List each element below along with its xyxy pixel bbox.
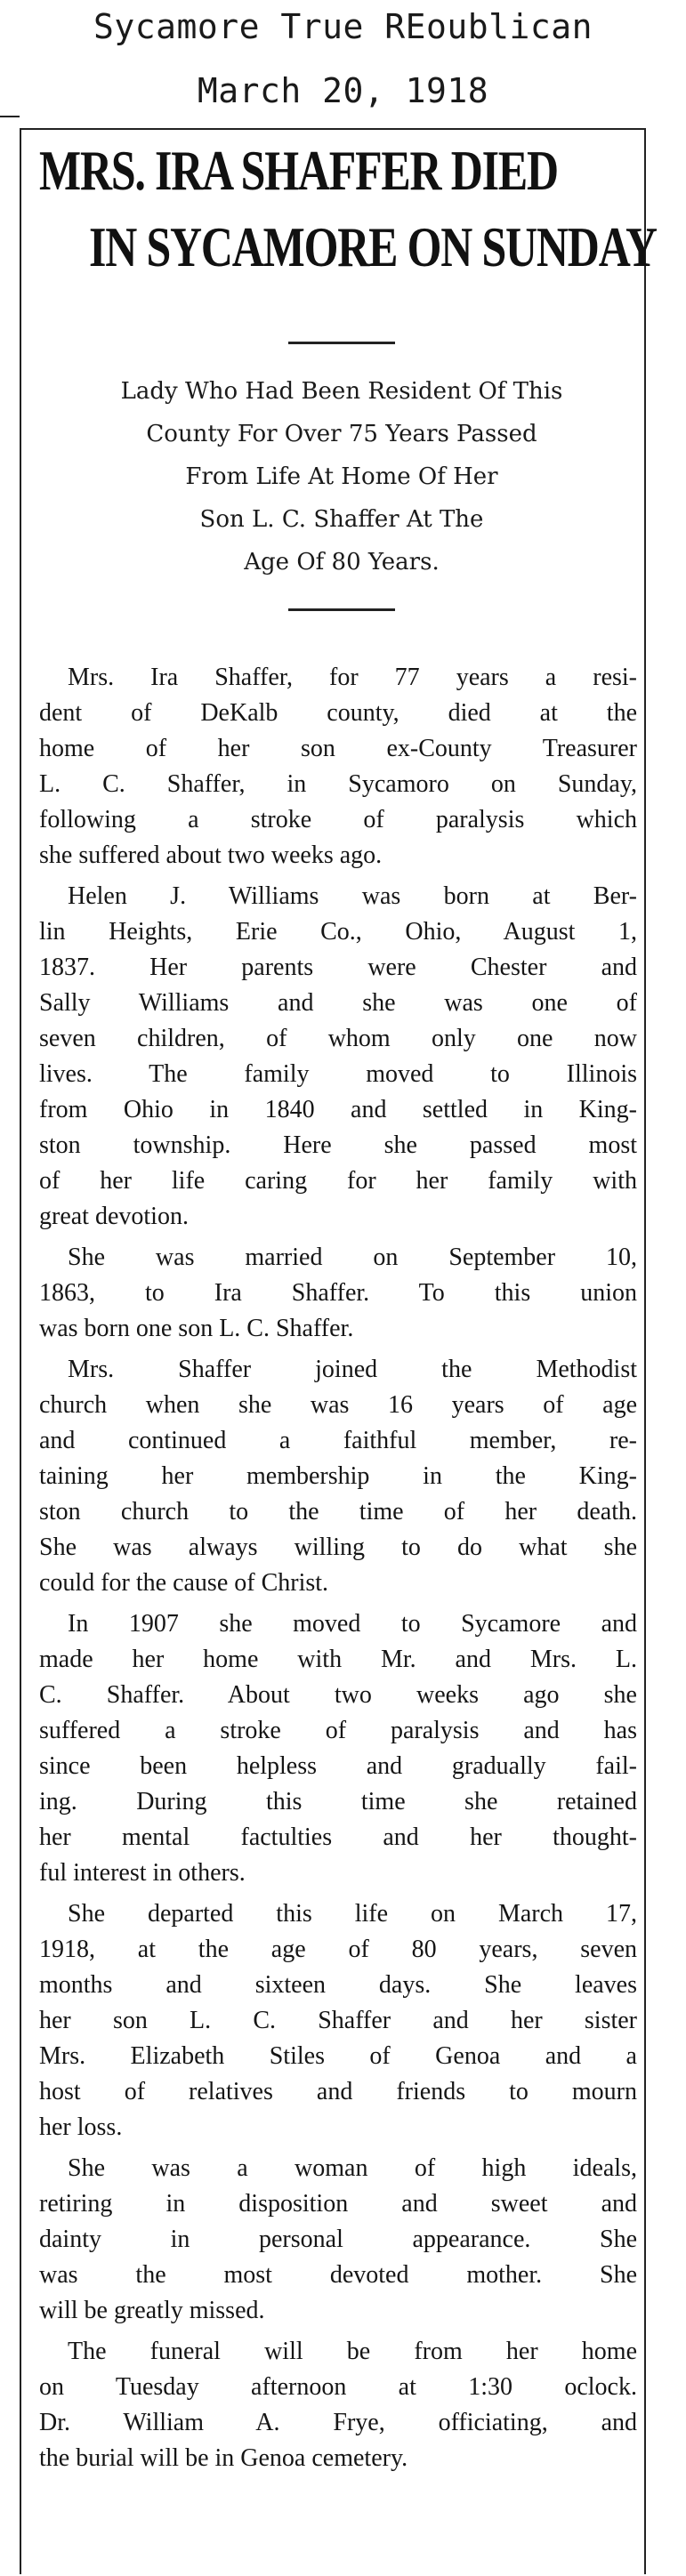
paragraph-line: ful interest in others.	[39, 1859, 246, 1887]
deck-line: Son L. C. Shaffer At The	[199, 506, 484, 533]
paragraph-line: Dr. William A. Frye, officiating, and	[39, 2409, 637, 2436]
paragraph-line: taining her membership in the King-	[39, 1462, 637, 1490]
paragraph-line: suffered a stroke of paralysis and has	[39, 1717, 637, 1744]
article-body	[39, 660, 637, 2482]
headline-line-1: MRS. IRA SHAFFER DIED	[39, 139, 558, 202]
paragraph-line: 1837. Her parents were Chester and	[39, 954, 637, 981]
paragraph-line: retiring in disposition and sweet and	[39, 2190, 637, 2218]
deck-line: From Life At Home Of Her	[185, 463, 498, 490]
paragraph-line: lives. The family moved to Illinois	[39, 1060, 637, 1088]
article-paragraph	[39, 2151, 637, 2329]
deck-line: Lady Who Had Been Resident Of This	[120, 378, 563, 405]
paragraph-line: ston church to the time of her death.	[39, 1498, 637, 1525]
deck-line: Age Of 80 Years.	[244, 549, 440, 576]
paragraph-line: ston township. Here she passed most	[39, 1131, 637, 1159]
paragraph-line: She was always willing to do what she	[39, 1534, 637, 1561]
paragraph-line: seven children, of whom only one now	[39, 1025, 637, 1052]
publication-date: March 20, 1918	[197, 71, 489, 110]
paragraph-line: made her home with Mr. and Mrs. L.	[39, 1646, 637, 1673]
paragraph-line: could for the cause of Christ.	[39, 1569, 329, 1597]
deck-line: County For Over 75 Years Passed	[146, 421, 537, 447]
masthead-rule	[0, 116, 20, 117]
paragraph-line: In 1907 she moved to Sycamore and	[68, 1610, 637, 1638]
paragraph-line: from Ohio in 1840 and settled in King-	[39, 1096, 637, 1123]
paragraph-line: 1918, at the age of 80 years, seven	[39, 1936, 637, 1963]
paragraph-line: following a stroke of paralysis which	[39, 806, 637, 833]
paragraph-line: Mrs. Shaffer joined the Methodist	[68, 1356, 637, 1383]
subheadline-deck	[48, 370, 635, 584]
paragraph-line: her mental factulties and her thought-	[39, 1823, 637, 1851]
paragraph-line: host of relatives and friends to mourn	[39, 2078, 637, 2105]
paragraph-line: She was a woman of high ideals,	[68, 2154, 637, 2182]
paragraph-line: of her life caring for her family with	[39, 1167, 637, 1195]
article-paragraph	[39, 1352, 637, 1601]
article-paragraph	[39, 2334, 637, 2476]
paragraph-line: her son L. C. Shaffer and her sister	[39, 2007, 637, 2034]
paragraph-line: She departed this life on March 17,	[68, 1900, 637, 1928]
paragraph-line: she suffered about two weeks ago.	[39, 841, 383, 869]
paragraph-line: was the most devoted mother. She	[39, 2261, 637, 2289]
headline-divider	[288, 342, 395, 344]
article-paragraph	[39, 1606, 637, 1891]
paragraph-line: Mrs. Ira Shaffer, for 77 years a resi-	[68, 664, 637, 691]
paragraph-line: L. C. Shaffer, in Sycamoro on Sunday,	[39, 770, 637, 798]
paragraph-line: Sally Williams and she was one of	[39, 989, 637, 1017]
paragraph-line: Mrs. Elizabeth Stiles of Genoa and a	[39, 2042, 637, 2070]
paragraph-line: C. Shaffer. About two weeks ago she	[39, 1681, 637, 1709]
paragraph-line: church when she was 16 years of age	[39, 1391, 637, 1419]
paragraph-line: 1863, to Ira Shaffer. To this union	[39, 1279, 637, 1307]
paragraph-line: dainty in personal appearance. She	[39, 2226, 637, 2253]
paragraph-line: months and sixteen days. She leaves	[39, 1971, 637, 1999]
paragraph-line: since been helpless and gradually fail-	[39, 1752, 637, 1780]
paragraph-line: home of her son ex-County Treasurer	[39, 735, 637, 762]
paragraph-line: and continued a faithful member, re-	[39, 1427, 637, 1454]
paragraph-line: lin Heights, Erie Co., Ohio, August 1,	[39, 918, 637, 946]
headline-line-2: IN SYCAMORE ON SUNDAY	[89, 215, 657, 278]
paragraph-line: the burial will be in Genoa cemetery.	[39, 2444, 408, 2472]
publication-name: Sycamore True REoublican	[93, 7, 593, 46]
paragraph-line: ing. During this time she retained	[39, 1788, 637, 1815]
paragraph-line: Helen J. Williams was born at Ber-	[68, 882, 637, 910]
article-paragraph	[39, 1896, 637, 2145]
article-paragraph	[39, 879, 637, 1235]
paragraph-line: will be greatly missed.	[39, 2297, 265, 2324]
paragraph-line: great devotion.	[39, 1203, 189, 1230]
newspaper-clipping	[20, 128, 657, 2574]
paragraph-line: The funeral will be from her home	[68, 2338, 637, 2365]
paragraph-line: on Tuesday afternoon at 1:30 oclock.	[39, 2373, 637, 2401]
paragraph-line: dent of DeKalb county, died at the	[39, 699, 637, 727]
article-paragraph	[39, 1240, 637, 1347]
paragraph-line: She was married on September 10,	[68, 1244, 637, 1271]
paragraph-line: her loss.	[39, 2113, 123, 2141]
deck-divider	[288, 608, 395, 611]
paragraph-line: was born one son L. C. Shaffer.	[39, 1315, 354, 1342]
article-paragraph	[39, 660, 637, 873]
